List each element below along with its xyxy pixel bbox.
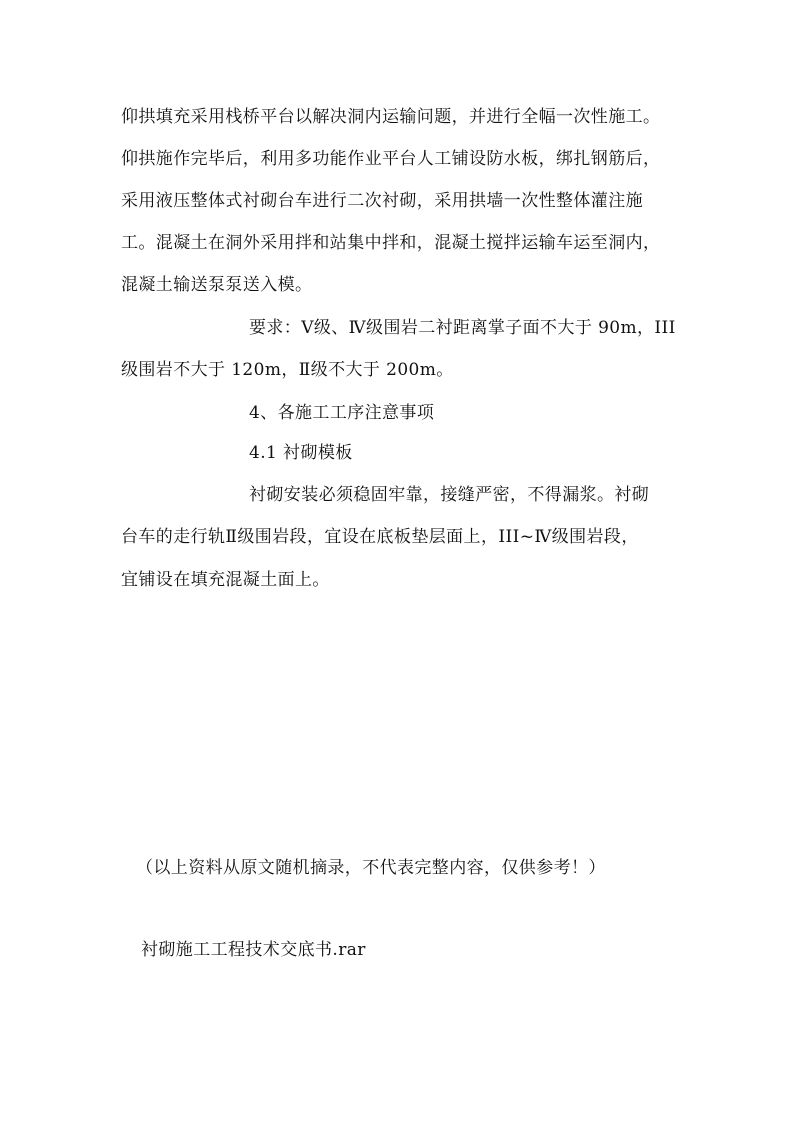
paragraph-1-line-4: 工。混凝土在洞外采用拌和站集中拌和，混凝土搅拌运输车运至洞内， bbox=[121, 233, 661, 253]
section-4-1-body-line-1: 衬砌安装必须稳固牢靠，接缝严密，不得漏浆。衬砌 bbox=[249, 485, 650, 505]
attachment-filename: 衬砌施工工程技术交底书.rar bbox=[141, 940, 366, 960]
section-4-1-body-line-2: 台车的走行轨Ⅱ级围岩段，宜设在底板垫层面上，III~Ⅳ级围岩段， bbox=[121, 527, 639, 547]
paragraph-1-line-2: 仰拱施作完毕后，利用多功能作业平台人工铺设防水板，绑扎钢筋后， bbox=[121, 149, 661, 169]
section-4-1-body-line-3: 宜铺设在填充混凝土面上。 bbox=[121, 570, 330, 590]
disclaimer-text: （以上资料从原文随机摘录，不代表完整内容，仅供参考！） bbox=[136, 858, 606, 878]
paragraph-1-line-1: 仰拱填充采用栈桥平台以解决洞内运输问题，并进行全幅一次性施工。 bbox=[121, 107, 661, 127]
section-4-1-heading: 4.1 衬砌模板 bbox=[249, 443, 353, 463]
requirement-line-1: 要求：Ⅴ级、Ⅳ级围岩二衬距离掌子面不大于 90m，III bbox=[249, 318, 676, 338]
section-4-heading: 4、各施工工序注意事项 bbox=[249, 403, 435, 423]
paragraph-1-line-3: 采用液压整体式衬砌台车进行二次衬砌，采用拱墙一次性整体灌注施 bbox=[121, 191, 643, 211]
requirement-line-2: 级围岩不大于 120m，Ⅱ级不大于 200m。 bbox=[121, 360, 454, 380]
paragraph-1-line-5: 混凝土输送泵泵送入模。 bbox=[121, 275, 313, 295]
